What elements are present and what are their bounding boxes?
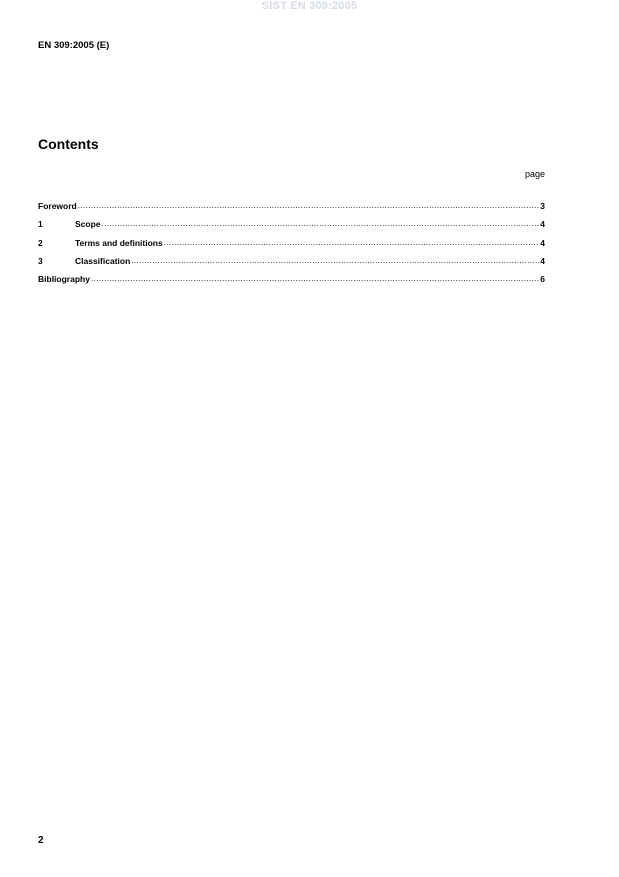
toc-entry-number: 3 [38,255,43,266]
watermark-text: SIST EN 309:2005 [261,0,358,12]
page-column-label: page [524,169,545,179]
toc-entry-terms-and-definitions[interactable] [38,236,545,254]
toc-entry-title: Terms and definitions [75,237,163,248]
toc-entry-number: 1 [38,219,43,230]
page-number: 2 [38,835,44,846]
toc-entry-page: 3 [540,201,545,211]
table-of-contents [38,199,545,290]
toc-entry-title: Bibliography [38,274,90,285]
toc-leader-dots [78,199,540,209]
toc-entry-page: 4 [540,255,545,266]
toc-leader-dots [102,217,540,227]
toc-entry-page: 4 [540,219,545,230]
contents-heading: Contents [38,136,99,152]
toc-entry-classification[interactable] [38,254,545,272]
toc-entry-page: 6 [540,274,545,285]
toc-entry-title: Scope [75,219,101,230]
toc-leader-dots [131,254,539,264]
toc-leader-dots [164,236,540,246]
toc-entry-scope[interactable] [38,217,545,235]
toc-entry-number: 2 [38,237,43,248]
document-id-header: EN 309:2005 (E) [38,40,110,51]
toc-entry-title: Classification [75,255,131,266]
toc-entry-foreword[interactable] [38,199,545,217]
toc-entry-bibliography[interactable] [38,272,545,290]
toc-entry-title: Foreword [38,201,77,211]
toc-leader-dots [91,272,539,282]
toc-entry-page: 4 [540,237,545,248]
